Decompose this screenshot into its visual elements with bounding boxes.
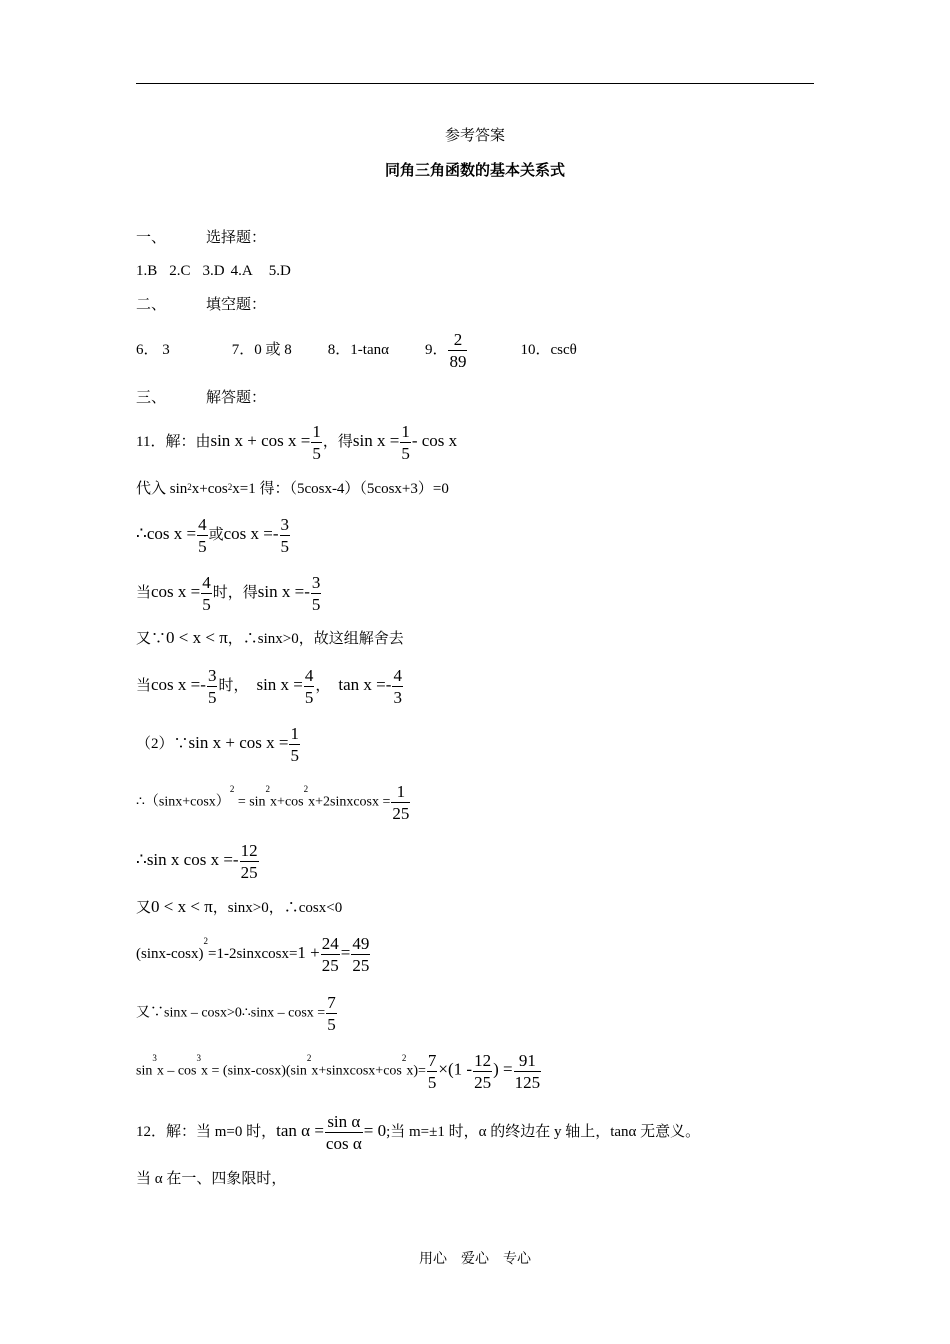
answer-title: 参考答案 [444,128,505,144]
text: sin [136,1063,153,1079]
denominator: 25 [352,956,370,975]
text: 又∵sinx – cosx>0∴sinx – cosx = [136,1005,326,1021]
fraction [400,421,411,464]
numerator: 91 [514,1050,542,1072]
sol11-line-1 [136,421,457,464]
equation: cos x =- [223,523,279,543]
text: 又 [136,900,152,916]
denominator: 5 [401,444,410,463]
text: 当 [136,584,152,601]
fraction [514,1050,542,1093]
answer-7: 7．0 或 8 [231,341,292,358]
superscript: 2 [401,1053,407,1063]
fraction [240,840,259,883]
answer-9-fraction [448,329,467,372]
answer-4: 4.A [230,263,253,279]
text: x+sinxcosx+cos [311,1063,402,1079]
text: ，得 [322,433,353,450]
section-1-title: 选择题： [206,230,267,246]
fraction [280,514,291,557]
text: x = (sinx-cosx)(sin [201,1063,307,1079]
section-3-heading [136,388,266,408]
text: x+cos [191,481,228,497]
numerator: 4 [202,573,211,592]
text: ;当 m=±1 时，α 的终边在 y 轴上，tanα 无意义。 [386,1123,701,1140]
text: 12．解：当 m=0 时， [136,1123,277,1140]
numerator: 49 [352,934,370,953]
sol11-line-9 [136,840,260,883]
fraction [197,514,208,557]
equation: ) = [493,1059,513,1079]
numerator: 4 [393,666,402,685]
equation: = 0 [363,1120,387,1140]
denominator: 3 [393,688,402,707]
equation: sin x = [256,674,303,694]
superscript: 3 [152,1053,157,1063]
equation: - cos x [411,430,458,450]
answer-2: 2.C [169,263,191,279]
denominator: 5 [304,688,314,707]
sol12-line-2: 当 α 在一、四象限时， [136,1171,287,1187]
text: x)= [406,1063,426,1079]
numerator: 12 [240,841,258,860]
answer-6: 6． 3 [136,341,170,358]
text: = sin [234,794,266,810]
sol11-line-7 [136,723,301,766]
text: x=1 得：（5cosx-4）（5cosx+3）=0 [232,481,449,497]
numerator: 3 [280,515,290,534]
answer-10: 10．cscθ [520,341,577,358]
fraction [473,1050,492,1093]
numerator: 1 [290,724,299,743]
equation: tan x =- [338,674,392,694]
answer-5: 5.D [268,263,291,279]
superscript: 2 [229,784,235,794]
fraction [289,723,300,766]
equation: tan α = [276,1120,324,1140]
text: 时，得 [212,584,258,601]
text: 或 [208,526,224,543]
sol11-line-2 [136,479,449,499]
equation: cos x = [151,581,201,601]
denominator: 25 [240,863,258,882]
answer-8: 8．1-tanα [327,341,389,358]
denominator: 5 [427,1073,437,1092]
chapter-title: 同角三角函数的基本关系式 [384,163,565,179]
sol12-line-1 [136,1111,700,1154]
numerator: 1 [312,422,321,441]
superscript: 2 [303,784,309,794]
equation: ×(1 - [438,1059,473,1079]
numerator: 1 [401,422,410,441]
numerator: 3 [207,666,217,685]
text: =1-2sinxcosx= [208,945,298,962]
section-2-title: 填空题： [206,297,267,313]
fraction [326,992,337,1035]
equation: sin x + cos x = [210,430,311,450]
choice-answers [136,261,291,281]
section-3-title: 解答题： [206,390,267,406]
denominator: 89 [449,352,467,371]
numerator: 2 [448,329,467,351]
text: (sinx-cosx) [136,945,204,962]
equation: cos x =- [151,674,206,694]
denominator: 5 [290,746,299,765]
fraction [321,933,340,976]
text: x – cos [156,1063,197,1079]
superscript: 2 [265,784,271,794]
equation: sin x = [352,430,400,450]
numerator: 7 [327,993,336,1012]
denominator: 25 [321,956,339,975]
text: 时， [218,677,249,694]
numerator: 7 [427,1051,437,1070]
text: ∴（sinx+cosx） [136,794,230,810]
text: ，sinx>0，∴cosx<0 [212,900,343,916]
numerator: 12 [474,1051,492,1070]
section-2-number: 二、 [136,297,167,313]
fraction [391,781,410,824]
sol11-line-4 [136,572,322,615]
text: x+cos [270,794,304,810]
text: 当 [136,677,152,694]
text: （2）∵ [136,735,189,752]
text: 又∵ [136,631,167,647]
fraction [311,421,322,464]
inequality: 0 < x < π [151,897,213,916]
text: x+2sinxcosx = [308,794,391,810]
denominator: 5 [311,595,321,614]
sol11-line-8 [136,781,411,824]
fraction [392,665,403,708]
numerator: 4 [304,666,314,685]
equation: 1 + [297,942,320,962]
equals-sign: = [340,942,351,962]
sol11-line-12 [136,992,338,1035]
fraction [207,665,218,708]
denominator: 5 [327,1015,336,1034]
fraction [304,665,315,708]
sol11-line-5 [136,628,404,649]
sol11-line-13 [136,1050,542,1093]
sol11-line-11 [136,933,371,976]
superscript: 2 [187,482,192,492]
equation: sin x + cos x = [188,732,289,752]
answer-1: 1.B [136,263,158,279]
section-2-heading [136,295,266,315]
answer-3: 3.D [202,263,225,279]
numerator: sin α [325,1111,363,1133]
denominator: 5 [207,688,217,707]
header-rule [136,83,814,84]
text: 11．解：由 [136,433,211,450]
denominator: 5 [312,444,321,463]
sol11-line-3 [136,514,291,557]
section-3-number: 三、 [136,390,167,406]
sol11-line-6 [136,665,404,708]
answer-9-label: 9． [424,341,448,358]
denominator: 25 [392,804,410,823]
equation: sin x =- [257,581,310,601]
section-1-heading [136,228,266,248]
fraction [351,933,370,976]
denominator: cos α [325,1134,362,1153]
numerator: 1 [391,781,410,803]
fraction [427,1050,438,1093]
denominator: 5 [280,537,290,556]
text: ， [315,677,331,694]
section-1-number: 一、 [136,230,167,246]
numerator: 24 [321,934,339,953]
equation: ∴sin x cos x =- [136,849,239,869]
superscript: 2 [306,1053,312,1063]
superscript: 3 [196,1053,202,1063]
denominator: 25 [474,1073,492,1092]
fraction [201,572,212,615]
denominator: 125 [514,1073,541,1092]
superscript: 2 [227,482,233,492]
superscript: 2 [203,936,208,946]
numerator: 3 [311,573,321,592]
fraction [325,1111,363,1154]
fraction [311,572,322,615]
inequality: 0 < x < π [166,628,228,647]
fill-answers [136,329,577,372]
text: 代入 sin [136,481,188,497]
equation: ∴cos x = [136,523,197,543]
sol11-line-10 [136,897,342,918]
page-footer: 用心 爱心 专心 [419,1252,531,1267]
denominator: 5 [198,537,207,556]
numerator: 4 [198,515,207,534]
text: ，∴sinx>0，故这组解舍去 [227,631,404,647]
denominator: 5 [202,595,211,614]
